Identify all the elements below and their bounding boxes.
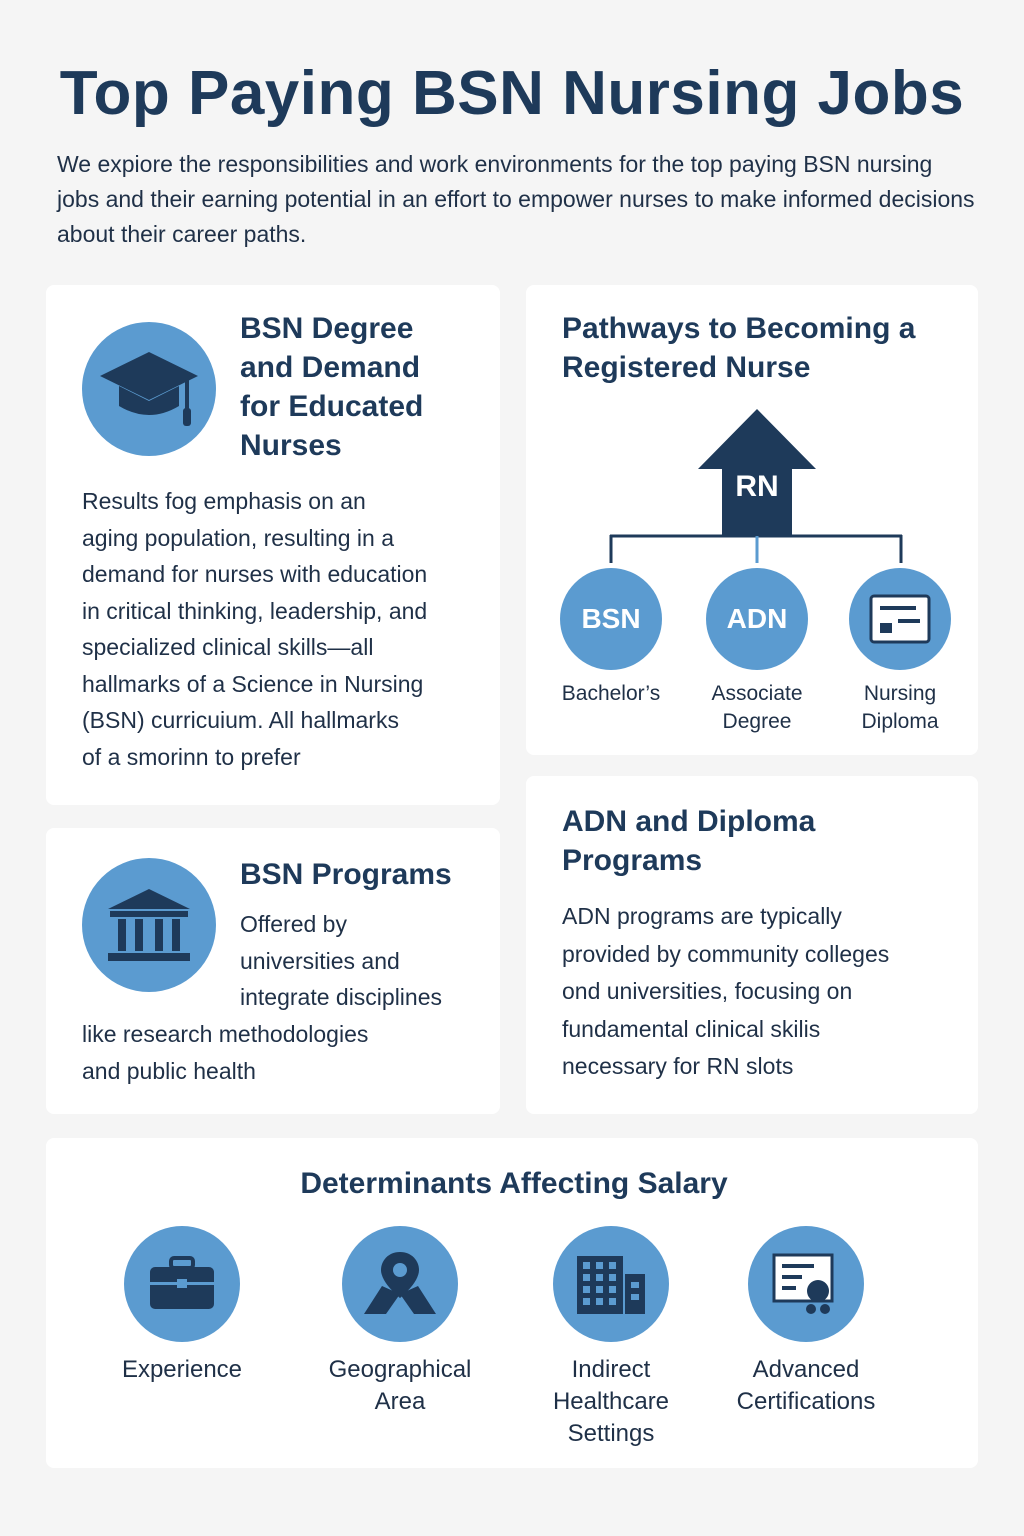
bsn-programs-body-bottom: like research methodologies and public health bbox=[82, 1021, 369, 1084]
determinant-label-experience: Experience bbox=[121, 1356, 243, 1383]
adn-diploma-body: ADN programs are typically provided by community colleges ond universities, focusing on fundamental clinical skilis necessary for RN slots bbox=[562, 903, 890, 1079]
certificate-icon bbox=[748, 1226, 864, 1342]
determinants-card bbox=[46, 1138, 978, 1468]
rn-label: RN bbox=[735, 470, 779, 503]
bsn-degree-heading: BSN Degree and Demand for Educated Nurses bbox=[240, 312, 424, 462]
bsn-path-circle: BSN bbox=[560, 568, 662, 670]
intro-paragraph: We expiore the responsibilities and work environments for the top paying BSN nursing jobs and their earning potential in an effort to empower nurses to make informed decisions about their career paths. bbox=[57, 151, 975, 247]
pathways-heading: Pathways to Becoming a Registered Nurse bbox=[562, 312, 916, 384]
bsn-programs-body-right: Offered by universities and integrate disciplines bbox=[240, 911, 443, 1010]
pathways-card bbox=[526, 285, 978, 755]
determinant-label-geographical-area: Geographical Area bbox=[328, 1356, 472, 1415]
determinants-heading: Determinants Affecting Salary bbox=[300, 1167, 728, 1200]
bsn-path-label: Bachelor’s bbox=[561, 682, 661, 705]
graduation-cap-icon bbox=[82, 322, 216, 456]
determinant-label-certifications: Advanced Certifications bbox=[736, 1356, 876, 1415]
adn-diploma-heading: ADN and Diploma Programs bbox=[562, 805, 816, 877]
diploma-path-label: Nursing Diploma bbox=[861, 682, 939, 733]
briefcase-icon bbox=[124, 1226, 240, 1342]
page-title: Top Paying BSN Nursing Jobs bbox=[59, 59, 965, 128]
determinant-label-healthcare-settings: Indirect Healthcare Settings bbox=[552, 1356, 670, 1447]
bsn-degree-card bbox=[46, 285, 500, 805]
diploma-icon bbox=[849, 568, 951, 670]
adn-path-label: Associate Degree bbox=[711, 682, 803, 733]
bsn-programs-heading: BSN Programs bbox=[240, 858, 452, 891]
bsn-programs-card bbox=[46, 828, 500, 1114]
map-pin-icon bbox=[342, 1226, 458, 1342]
university-building-icon bbox=[82, 858, 216, 992]
building-icon bbox=[553, 1226, 669, 1342]
adn-path-circle: ADN bbox=[706, 568, 808, 670]
bsn-degree-body: Results fog emphasis on an aging population, resulting in a demand for nurses with education in critical thinking, leadership, and specialized clinical skills—all hallmarks of a Science in Nursing (BSN) curricuium. All hallmarks of a smorinn to prefer bbox=[82, 488, 428, 770]
adn-diploma-card bbox=[526, 776, 978, 1114]
